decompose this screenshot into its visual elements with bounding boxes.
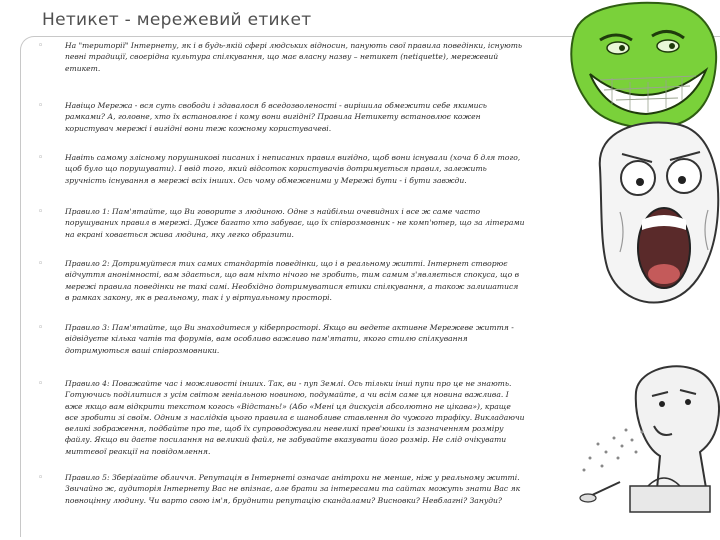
bullet-marker-icon: ◦ [38, 379, 44, 389]
bullet-marker-icon: ◦ [38, 323, 44, 333]
spitting-face-icon [580, 366, 719, 512]
list-item [38, 322, 568, 356]
list-item [38, 258, 568, 303]
meme-illustrations [560, 0, 720, 540]
list-item [38, 378, 568, 457]
list-item [38, 152, 568, 186]
bullet-marker-icon: ◦ [38, 473, 44, 483]
list-item [38, 472, 568, 506]
bullet-text: Навіть самому злісному порушникові писаних і неписаних правил вигідно, щоб вони існували (хоча б для того, щоб було що порушувати). І ввід того, який відсоток користувачів дотримується правил, залежить зручність існування в мережі всіх інших. Ось чому обмеженими у Мережі бути - і бути завжди. [65, 153, 521, 185]
screaming-face-icon [600, 123, 718, 303]
page-title: Нетикет - мережевий етикет [42, 10, 312, 30]
bullet-marker-icon: ◦ [38, 153, 44, 163]
bullet-marker-icon: ◦ [38, 207, 44, 217]
bullet-marker-icon: ◦ [38, 259, 44, 269]
list-item [38, 206, 568, 240]
troll-face-icon [571, 3, 716, 128]
bullet-text: Правило 5: Зберігайте обличчя. Репутація в Інтернеті означає анітрохи не менше, ніж у реальному житті. Звичайно ж, аудиторія Інтернету Вас не впізнає, але брати за інтересами та сайтах можуть знати Вас як повноцінну людину. Чи варто свою ім'я, бруднити репутацію скандалами? Висновки? Невблагні? Зануди? [65, 473, 521, 505]
list-item [38, 100, 568, 134]
bullet-marker-icon: ◦ [38, 101, 44, 111]
bullet-text: Навіщо Мережа - вся суть свободи і здавалося б вседозволеності - вирішила обмежити себе якимись рамками? А, головне, хто їх встановлює і кому вони вигідні? Правила Нетикету встановлює кожен користувач мережі і вигідні вони теж кожному користувачеві. [65, 101, 487, 133]
bullet-marker-icon: ◦ [38, 41, 44, 51]
bullet-text: На "території" Інтернету, як і в будь-якій сфері людських відносин, панують свої правила поведінки, існують певні традиції, своєрідна культура спілкування, що має власну назву – нетикет (netiquette), мережевий етикет. [65, 41, 523, 73]
bullet-text: Правило 1: Пам'ятайте, що Ви говорите з людиною. Одне з найбільш очевидних і все ж саме часто порушуваних правил в мережі. Дуже багато хто забуває, що їх співрозмовник - не комп'ютер, що за літерами на екрані ховається жива людина, яку легко образити. [65, 207, 525, 239]
bullet-text: Правило 3: Пам'ятайте, що Ви знаходитеся у кіберпросторі. Якщо ви ведете активне Мережеве життя - відвідуєте кілька чатів та форумів, вам особливо важливо пам'ятати, якого стилю спілкування дотримуються ваші співрозмовники. [65, 323, 514, 355]
bullet-text: Правило 4: Поважайте час і можливості інших. Так, ви - пуп Землі. Ось тільки інші пупи про це не знають. Готуючись поділитися з усім світом геніальною новиною, подумайте, а чи всім саме ця новина важлива. І вже якщо вам відкрити текстом когось «Відстань!» (Або «Мені ця дискусія абсолютно не цікава»), краще все зробити зі своїм. Одним з наслідків цього правила є шанобливе ставлення до чужого трафіку. Викладаючи великі зображення, подбайте про те, щоб їх супроводжували невеликі прев'юшки із зазначенням розміру файлу. Якщо ви даєте посилання на великий файл, не забувайте вказувати його розмір. Не слід очікувати миттєвої реакції на повідомлення. [65, 379, 525, 456]
list-item [38, 40, 568, 74]
bullet-text: Правило 2: Дотримуйтеся тих самих стандартів поведінки, що і в реальному житті. Інтернет створює відчуття анонімності, вам здається, що вам ніхто нічого не зробить, тим самим з'являється спокуса, що в мережі правила поведінки не такі самі. Необхідно дотримуватися етики спілкування, а також залишатися в рамках закону, як в реальному, так і у віртуальному просторі. [65, 259, 520, 302]
